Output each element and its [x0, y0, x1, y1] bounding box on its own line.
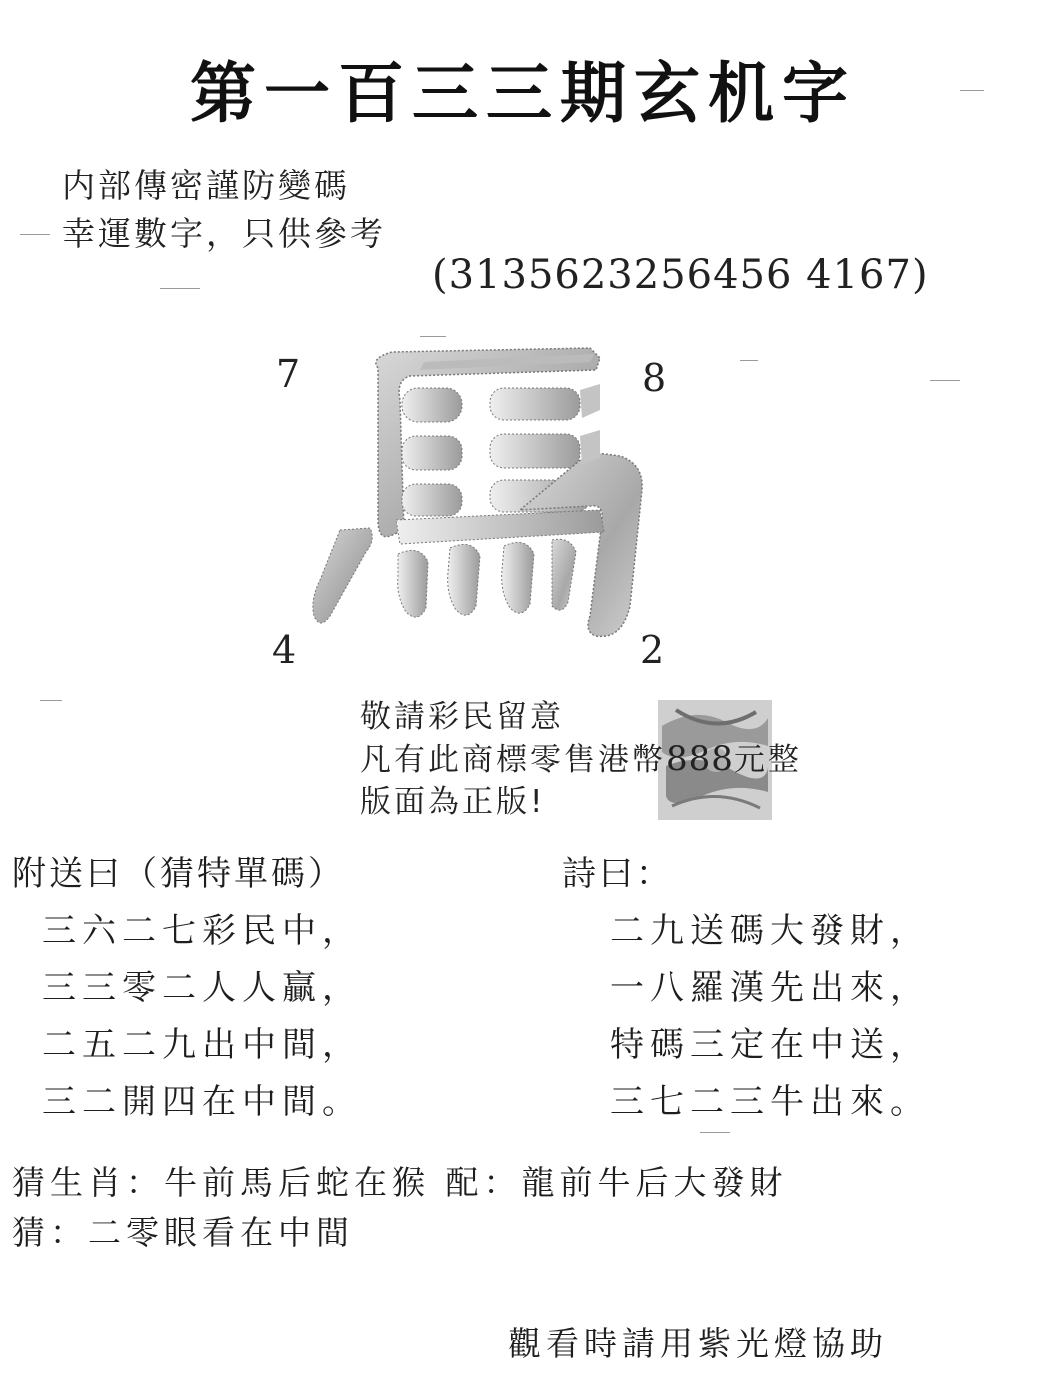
lucky-number-code: (3135623256456 4167): [432, 252, 929, 298]
page-title: 第一百三三期玄机字: [190, 54, 856, 132]
scan-speck: [700, 1132, 730, 1133]
right-poem-line: 一八羅漢先出來，: [610, 968, 930, 1008]
left-poem-line: 三六二七彩民中，: [42, 911, 362, 951]
left-poem-line: 三三零二人人贏，: [42, 968, 362, 1008]
notice-line-2: [360, 738, 802, 781]
footer-note: 觀看時請用紫光燈協助: [508, 1324, 888, 1363]
right-poem-line: 二九送碼大發財，: [610, 911, 930, 951]
intro-line-2: 幸運數字，只供參考: [62, 214, 386, 253]
right-poem: [562, 846, 930, 1131]
notice-block: [360, 696, 802, 823]
zodiac-guess-block: [12, 1158, 788, 1258]
scan-speck: [960, 90, 984, 91]
zodiac-line-2: 猜：二零眼看在中間: [12, 1213, 354, 1252]
scan-speck: [40, 700, 62, 701]
corner-number-top-left: 7: [276, 352, 301, 396]
intro-block: [62, 162, 386, 258]
scan-speck: [740, 360, 758, 361]
right-poem-heading: 詩曰：: [562, 854, 673, 894]
scan-speck: [420, 336, 446, 337]
notice-line-2-text: 凡有此商標零售港幣: [360, 742, 666, 778]
left-poem-heading: 附送曰（猜特單碼）: [12, 854, 345, 894]
notice-price: 888: [666, 739, 734, 779]
scan-speck: [20, 234, 50, 235]
intro-line-1: 内部傳密謹防變碼: [62, 166, 350, 205]
notice-line-1: 敬請彩民留意: [360, 699, 564, 735]
scan-speck: [930, 380, 960, 381]
scan-speck: [160, 288, 200, 289]
left-poem-line: 二五二九出中間，: [42, 1025, 362, 1065]
notice-line-3: 版面為正版!: [360, 784, 546, 820]
corner-number-top-right: 8: [642, 356, 667, 400]
horse-glyph-illustration: [300, 340, 660, 640]
zodiac-line-1: 猜生肖：牛前馬后蛇在猴 配：龍前牛后大發財: [12, 1163, 788, 1202]
left-poem-line: 三二開四在中間。: [42, 1082, 362, 1122]
notice-currency-suffix: 元整: [733, 742, 802, 778]
right-poem-line: 三七二三牛出來。: [610, 1082, 930, 1122]
corner-number-bottom-left: 4: [272, 628, 297, 672]
left-poem: [12, 846, 362, 1131]
right-poem-line: 特碼三定在中送，: [610, 1025, 930, 1065]
corner-number-bottom-right: 2: [640, 628, 665, 672]
